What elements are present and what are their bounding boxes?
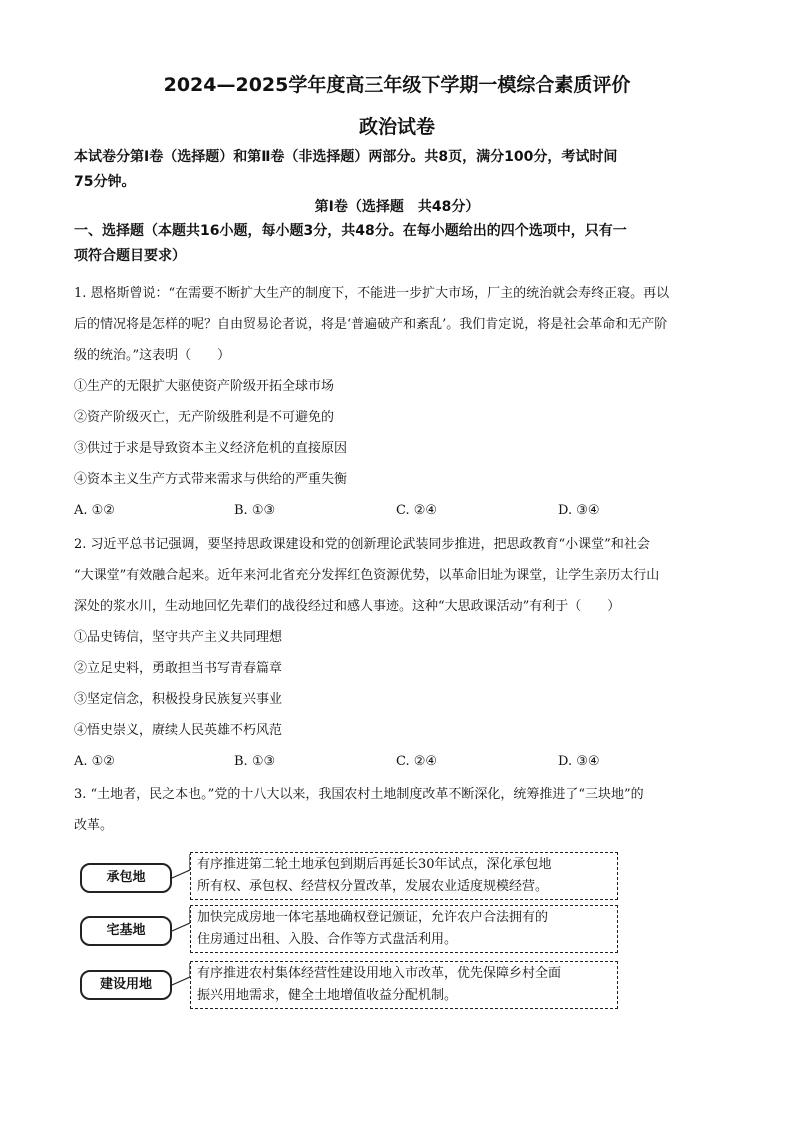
- answer-choice-a[interactable]: A. ①②: [74, 503, 115, 518]
- land-reform-diagram: [76, 848, 622, 1014]
- section-heading-line: 一、选择题（本题共16小题，每小题3分，共48分。在每小题给出的四个选项中，只有一: [74, 223, 627, 239]
- statement-option: ④资本主义生产方式带来需求与供给的严重失衡: [74, 472, 348, 487]
- question-stem-line: 3. “土地者，民之本也。”党的十八大以来，我国农村土地制度改革不断深化，统筹推进了“三块地”的: [74, 787, 644, 802]
- answer-choices: [74, 746, 726, 777]
- section-heading-line: 项符合题目要求）: [74, 248, 186, 264]
- land-reform-description: [190, 905, 618, 953]
- part-heading: 第Ⅰ卷（选择题 共48分）: [314, 199, 480, 215]
- answer-choice-d[interactable]: D. ③④: [558, 754, 600, 769]
- question-stem-line: 改革。: [74, 818, 114, 833]
- question-3: [74, 779, 726, 841]
- connector-bracket: [172, 961, 192, 1009]
- statement-option: ②立足史料，勇敢担当书写青春篇章: [74, 661, 283, 676]
- land-type-label: 宅基地: [80, 916, 172, 946]
- statement-option: ④悟史崇义，赓续人民英雄不朽风范: [74, 723, 283, 738]
- description-line: 有序推进农村集体经营性建设用地入市改革，优先保障乡村全面: [197, 966, 562, 981]
- description-line: 所有权、承包权、经营权分置改革，发展农业适度规模经营。: [197, 879, 549, 894]
- statement-option: ③供过于求是导致资本主义经济危机的直接原因: [74, 441, 348, 456]
- instructions-line: 75分钟。: [74, 174, 136, 190]
- answer-choice-c[interactable]: C. ②④: [396, 503, 438, 518]
- connector-bracket: [172, 852, 192, 900]
- connector-bracket: [172, 905, 192, 953]
- answer-choice-b[interactable]: B. ①③: [234, 754, 276, 769]
- land-type-label: 承包地: [80, 863, 172, 893]
- question-stem-line: 深处的浆水川，生动地回忆先辈们的战役经过和感人事迹。这种“大思政课活动”有利于（ ）: [74, 599, 621, 614]
- description-line: 振兴用地需求，健全土地增值收益分配机制。: [197, 988, 458, 1003]
- answer-choice-c[interactable]: C. ②④: [396, 754, 438, 769]
- question-stem-line: 2. 习近平总书记强调，要坚持思政课建设和党的创新理论武装同步推进，把思政教育“小课堂”和社会: [74, 537, 650, 552]
- description-line: 加快完成房地一体宅基地确权登记颁证，允许农户合法拥有的: [197, 910, 549, 925]
- land-reform-description: [190, 961, 618, 1009]
- question-1: [74, 278, 726, 526]
- section-heading: [74, 219, 726, 269]
- question-stem-line: 1. 恩格斯曾说：“在需要不断扩大生产的制度下，不能进一步扩大市场，厂主的统治就会寿终正寝。再以: [74, 286, 670, 301]
- instructions-line: 本试卷分第Ⅰ卷（选择题）和第Ⅱ卷（非选择题）两部分。共8页，满分100分，考试时间: [74, 149, 618, 165]
- answer-choice-a[interactable]: A. ①②: [74, 754, 115, 769]
- exam-title: 2024—2025学年度高三年级下学期一模综合素质评价: [163, 74, 631, 96]
- statement-option: ③坚定信念，积极投身民族复兴事业: [74, 692, 283, 707]
- description-line: 住房通过出租、入股、合作等方式盘活利用。: [197, 932, 458, 947]
- land-reform-description: [190, 852, 618, 900]
- exam-instructions: [74, 145, 726, 195]
- subject-title: 政治试卷: [358, 116, 435, 138]
- question-stem-line: “大课堂”有效融合起来。近年来河北省充分发挥红色资源优势，以革命旧址为课堂，让学生亲历太行山: [74, 568, 660, 583]
- answer-choices: [74, 495, 726, 526]
- statement-option: ②资产阶级灭亡，无产阶级胜利是不可避免的: [74, 410, 335, 425]
- question-stem-line: 后的情况将是怎样的呢？自由贸易论者说，将是‘普遍破产和紊乱’。我们肯定说，将是社会革命和无产阶: [74, 317, 668, 332]
- statement-option: ①生产的无限扩大驱使资产阶级开拓全球市场: [74, 379, 335, 394]
- land-type-label: 建设用地: [80, 970, 172, 1000]
- question-2: [74, 529, 726, 777]
- description-line: 有序推进第二轮土地承包到期后再延长30年试点，深化承包地: [197, 857, 552, 872]
- answer-choice-d[interactable]: D. ③④: [558, 503, 600, 518]
- statement-option: ①品史铸信，坚守共产主义共同理想: [74, 630, 283, 645]
- answer-choice-b[interactable]: B. ①③: [234, 503, 276, 518]
- question-stem-line: 级的统治。”这表明（ ）: [74, 348, 231, 363]
